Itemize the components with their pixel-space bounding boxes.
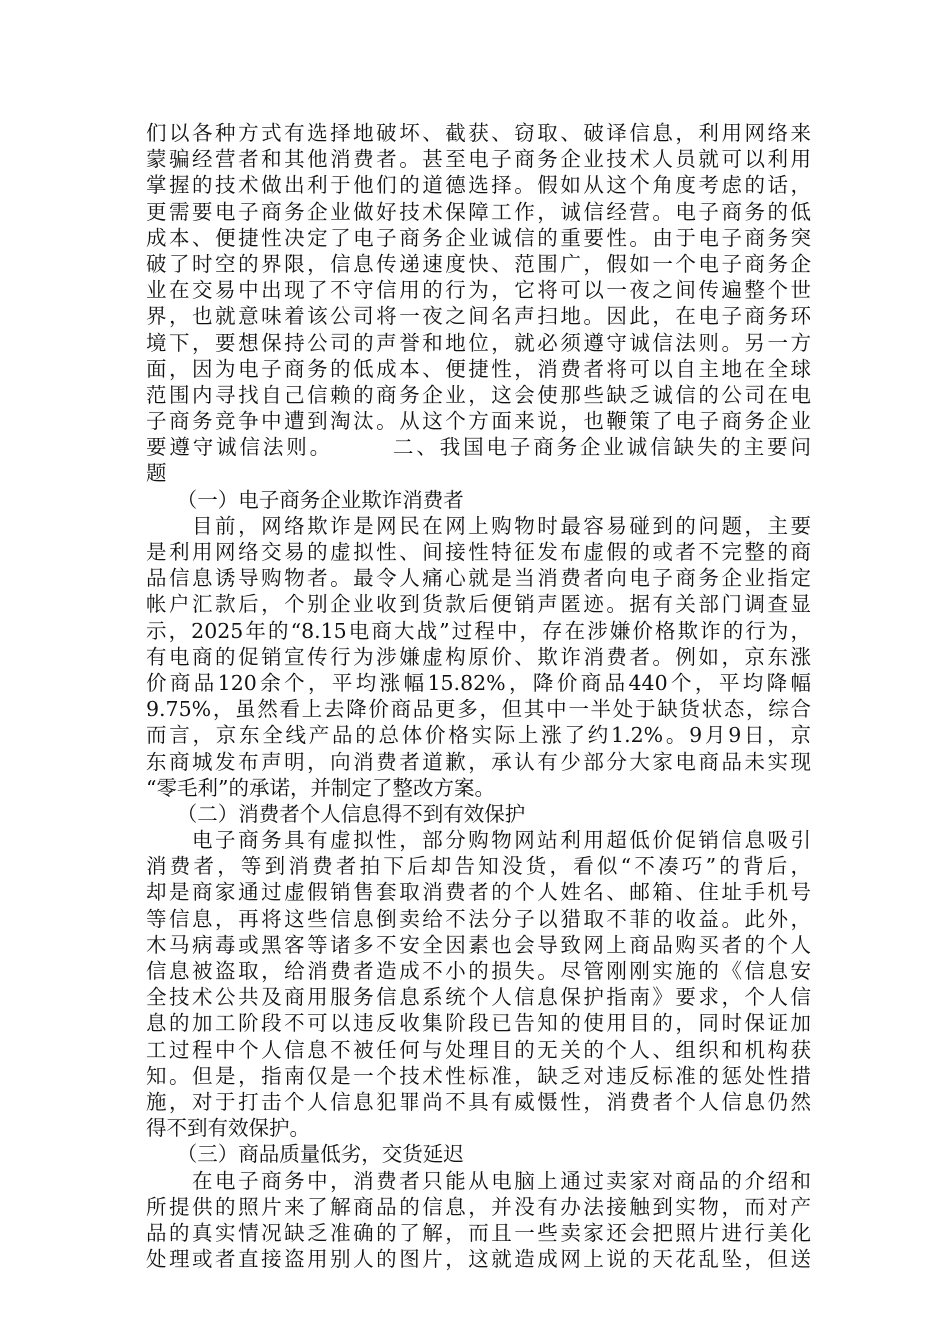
text-line: 目前，网络欺诈是网民在网上购物时最容易碰到的问题，主要 — [146, 513, 811, 538]
text-line: 范围内寻找自己信赖的商务企业，这会使那些缺乏诚信的公司在电 — [146, 382, 811, 407]
text-line: 消费者，等到消费者拍下后却告知没货，看似“不凑巧”的背后， — [146, 854, 811, 879]
text-line: 所提供的照片来了解商品的信息，并没有办法接触到实物，而对产 — [146, 1194, 811, 1219]
text-line: 子商务竞争中遭到淘汰。从这个方面来说，也鞭策了电子商务企业 — [146, 409, 811, 434]
text-line: 是利用网络交易的虚拟性、间接性特征发布虚假的或者不完整的商 — [146, 540, 811, 564]
text-line: 知。但是，指南仅是一个技术性标准，缺乏对违反标准的惩处性措 — [146, 1063, 811, 1088]
text-line: 蒙骗经营者和其他消费者。甚至电子商务企业技术人员就可以利用 — [146, 147, 811, 172]
text-line: （一）电子商务企业欺诈消费者 — [146, 487, 464, 512]
text-line: 境下，要想保持公司的声誉和地位，就必须遵守诚信法则。另一方 — [146, 330, 811, 355]
text-line: 却是商家通过虚假销售套取消费者的个人姓名、邮箱、住址手机号 — [146, 880, 811, 905]
text-line: 品信息诱导购物者。最令人痛心就是当消费者向电子商务企业指定 — [146, 566, 811, 591]
text-line: （三）商品质量低劣，交货延迟 — [146, 1142, 464, 1167]
text-line: 在电子商务中，消费者只能从电脑上通过卖家对商品的介绍和 — [146, 1168, 811, 1193]
text-line: 要遵守诚信法则。 二、我国电子商务企业诚信缺失的主要问 — [146, 435, 811, 460]
text-line: “零毛利”的承诺，并制定了整改方案。 — [146, 775, 495, 800]
text-line: 得不到有效保护。 — [146, 1116, 310, 1141]
text-line: 成本、便捷性决定了电子商务企业诚信的重要性。由于电子商务突 — [146, 225, 811, 250]
text-line: 处理或者直接盗用别人的图片，这就造成网上说的天花乱坠，但送 — [146, 1247, 811, 1272]
text-line: 面，因为电子商务的低成本、便捷性，消费者将可以自主地在全球 — [146, 356, 811, 381]
text-line: 等信息，再将这些信息倒卖给不法分子以猎取不菲的收益。此外， — [146, 906, 811, 931]
text-line: 题 — [146, 461, 167, 486]
text-line: 掌握的技术做出利于他们的道德选择。假如从这个角度考虑的话， — [146, 173, 811, 198]
text-line: 价商品120余个，平均涨幅15.82%，降价商品440个，平均降幅 — [146, 670, 811, 695]
text-line: （二）消费者个人信息得不到有效保护 — [146, 801, 526, 826]
text-line: 施，对于打击个人信息犯罪尚不具有威慑性，消费者个人信息仍然 — [146, 1089, 811, 1114]
text-line: 破了时空的界限，信息传递速度快、范围广，假如一个电子商务企 — [146, 251, 811, 276]
text-line: 业在交易中出现了不守信用的行为，它将可以一夜之间传遍整个世 — [146, 278, 811, 303]
text-line: 木马病毒或黑客等诸多不安全因素也会导致网上商品购买者的个人 — [146, 932, 811, 957]
text-line: 东商城发布声明，向消费者道歉，承认有少部分大家电商品未实现 — [146, 749, 811, 774]
text-line: 工过程中个人信息不被任何与处理目的无关的个人、组织和机构获 — [146, 1037, 811, 1062]
document-body — [146, 120, 811, 1272]
text-line: 帐户汇款后，个别企业收到货款后便销声匿迹。据有关部门调查显 — [146, 592, 811, 617]
text-line: 9.75%，虽然看上去降价商品更多，但其中一半处于缺货状态，综合 — [146, 697, 811, 722]
text-line: 们以各种方式有选择地破坏、截获、窃取、破译信息，利用网络来 — [146, 121, 811, 145]
text-line: 示，2025年的“8.15电商大战”过程中，存在涉嫌价格欺诈的行为， — [146, 618, 811, 643]
text-line: 信息被盗取，给消费者造成不小的损失。尽管刚刚实施的《信息安 — [146, 959, 811, 983]
text-line: 而言，京东全线产品的总体价格实际上涨了约1.2%。9月9日，京 — [146, 723, 811, 748]
text-line: 全技术公共及商用服务信息系统个人信息保护指南》要求，个人信 — [146, 985, 811, 1010]
text-line: 更需要电子商务企业做好技术保障工作，诚信经营。电子商务的低 — [146, 199, 811, 224]
text-line: 界，也就意味着该公司将一夜之间名声扫地。因此，在电子商务环 — [146, 304, 811, 329]
text-line: 有电商的促销宣传行为涉嫌虚构原价、欺诈消费者。例如，京东涨 — [146, 644, 811, 669]
text-line: 电子商务具有虚拟性，部分购物网站利用超低价促销信息吸引 — [146, 828, 811, 853]
text-line: 品的真实情况缺乏准确的了解，而且一些卖家还会把照片进行美化 — [146, 1220, 811, 1245]
text-line: 息的加工阶段不可以违反收集阶段已告知的使用目的，同时保证加 — [146, 1011, 811, 1036]
